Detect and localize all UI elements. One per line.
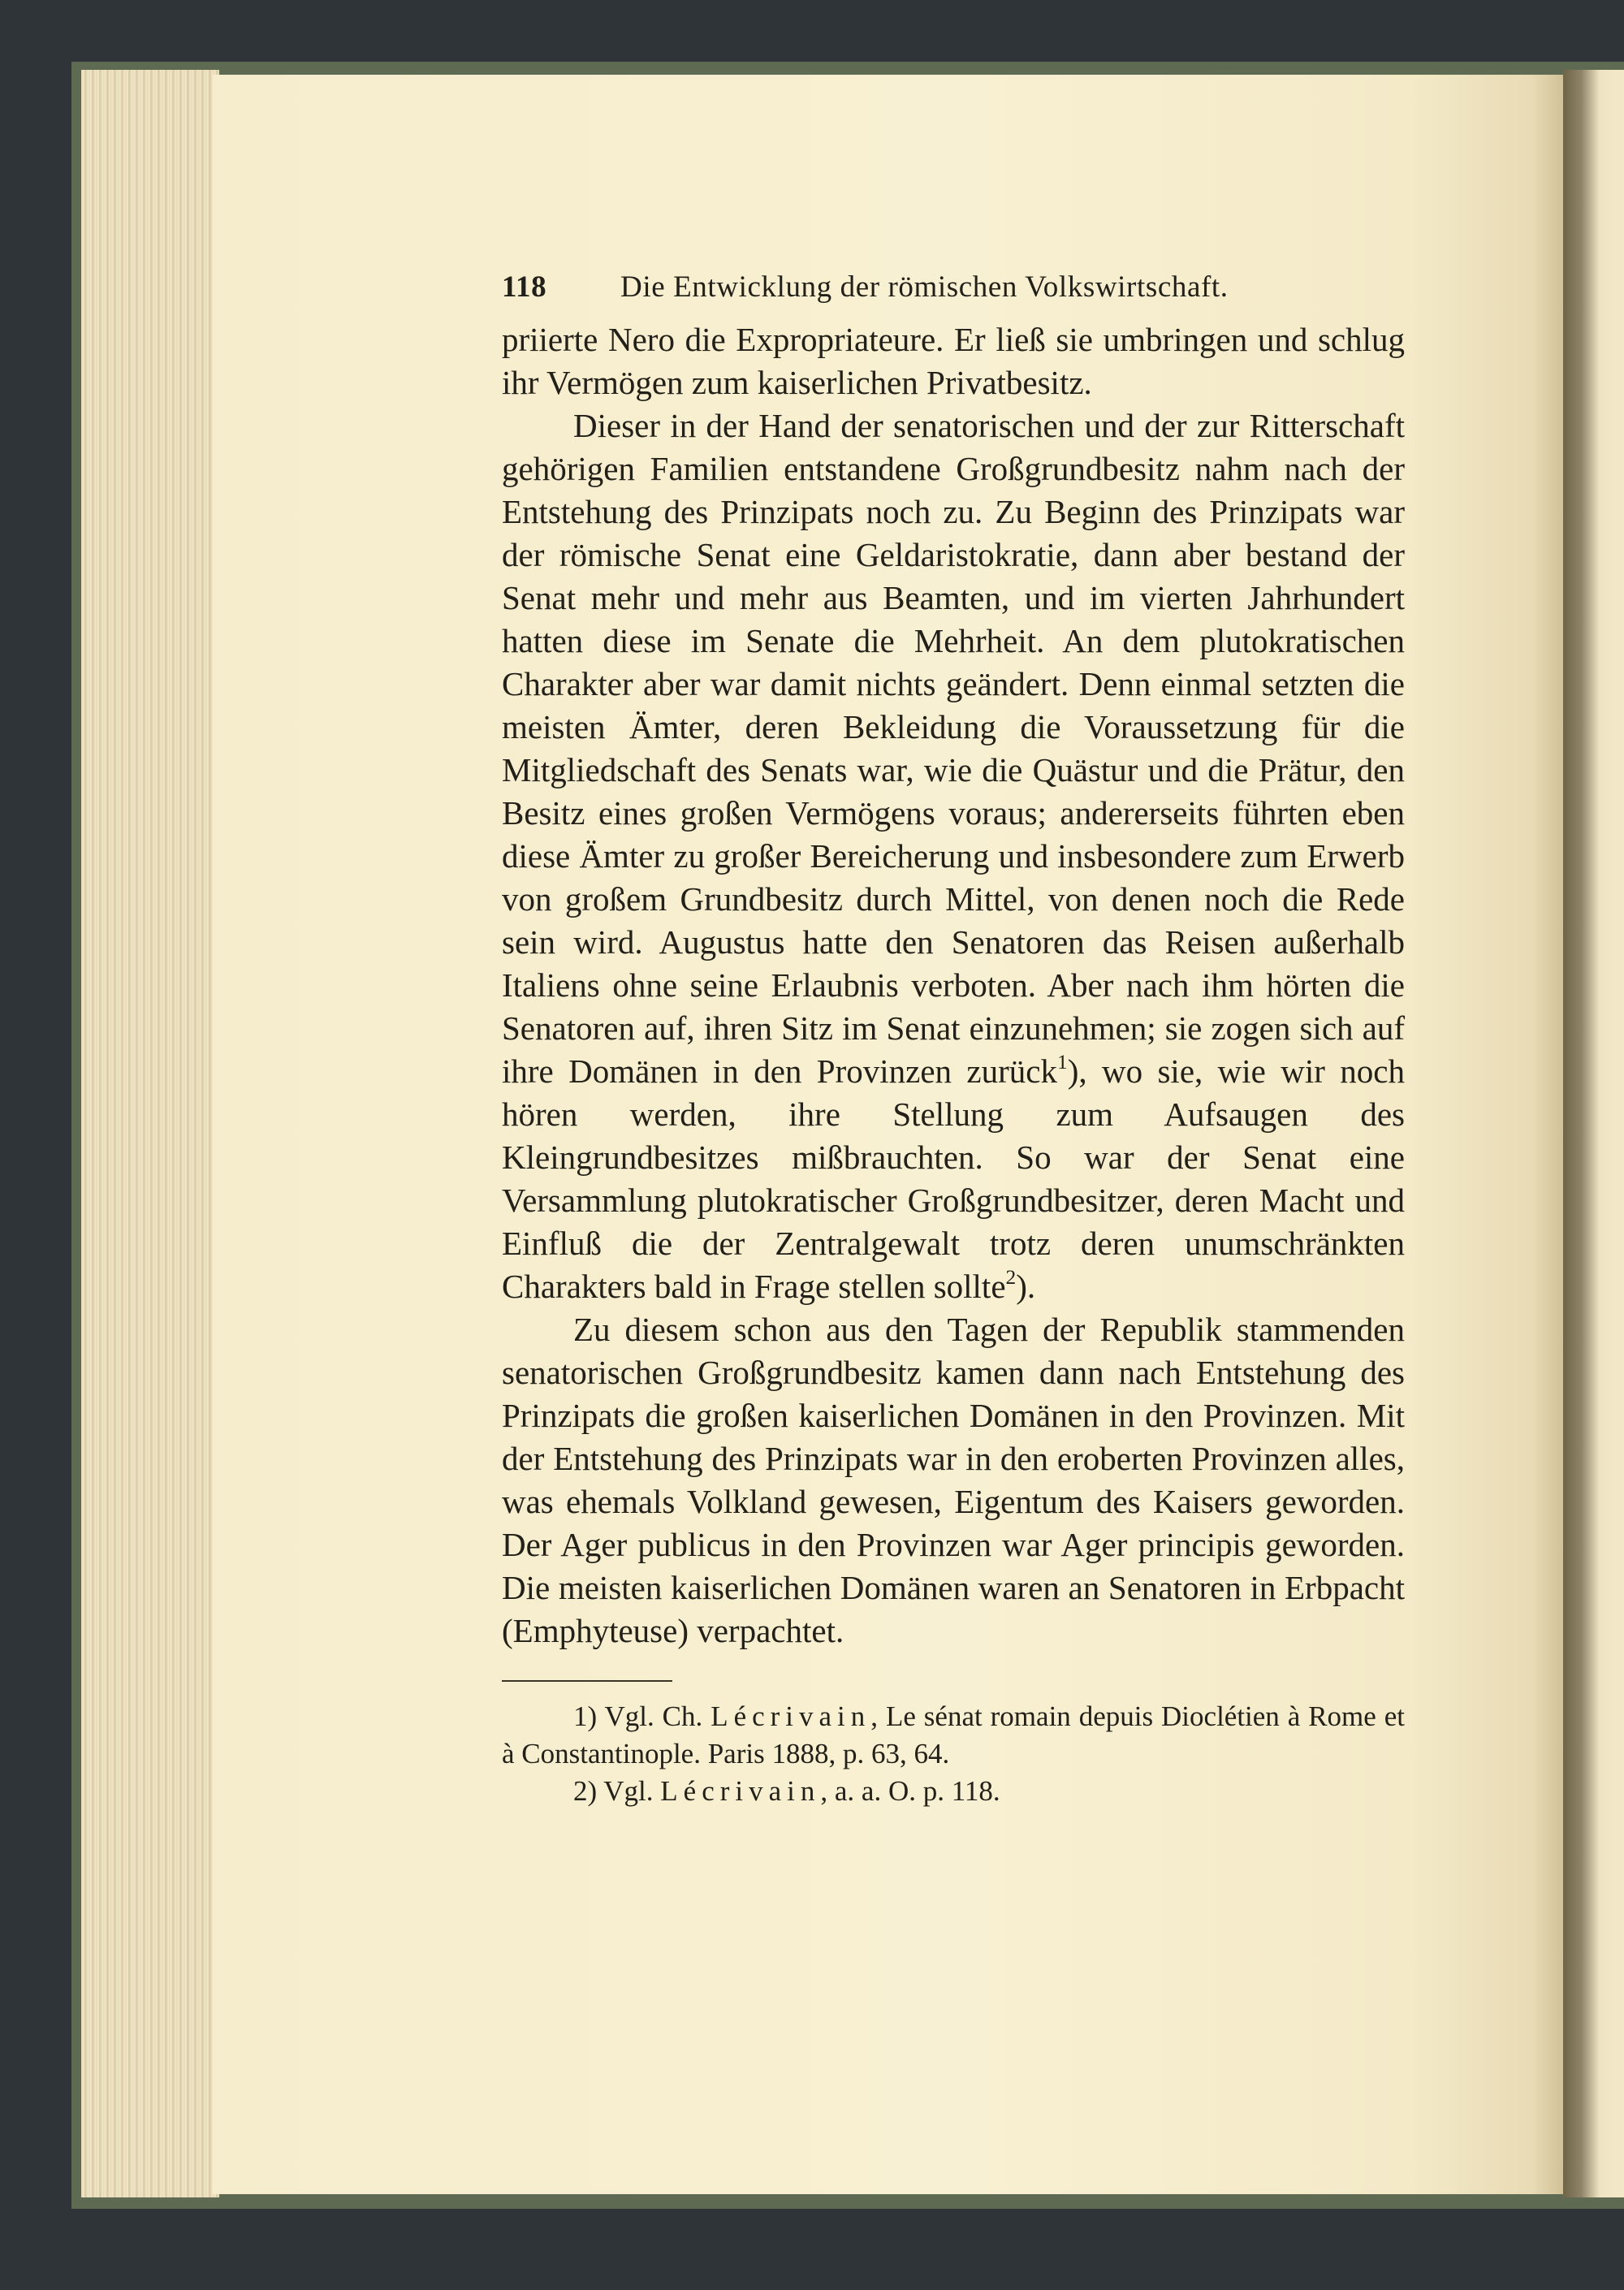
footnote-text: , Le sénat romain depuis Dioclétien à Rome et à Constantinople. Paris 1888, p. 63, 64. (502, 1700, 1405, 1769)
paragraph: Zu diesem schon aus den Tagen der Republik stammenden senatorischen Großgrundbesitz kamen dann nach Entstehung des Prinzipats die großen kaiserlichen Domänen in den Provinzen. Mit der Entstehung des Prinzipats war in den eroberten Provinzen alles, was ehemals Volkland gewesen, Eigentum des Kaisers geworden. Der Ager publicus in den Provinzen war Ager principis geworden. Die meisten kaiserlichen Domänen waren an Senatoren in Erbpacht (Emphyteuse) verpachtet. (502, 1311, 1405, 1649)
footnote-divider (502, 1680, 672, 1682)
footnote-marker: 2) (573, 1775, 598, 1807)
footnote-reference: 1 (1056, 1050, 1068, 1074)
footnote-prefix: Vgl. (603, 1775, 654, 1807)
footnote-marker: 1) (573, 1700, 598, 1732)
page-edges (81, 70, 219, 2197)
body-text (502, 318, 1405, 1653)
paragraph: priierte Nero die Expropriateure. Er ließ sie umbringen und schlug ihr Vermögen zum kaiserlichen Privatbesitz. (502, 321, 1405, 401)
paragraph (502, 404, 1405, 1308)
book-gutter (1563, 70, 1624, 2197)
running-title: Die Entwicklung der römischen Volkswirtschaft. (620, 270, 1229, 304)
footnote (502, 1773, 1405, 1810)
paragraph-text: ). (1016, 1268, 1036, 1305)
paragraph-text: Dieser in der Hand der senatorischen und der zur Ritterschaft gehörigen Familien entstandene Großgrundbesitz nahm nach der Entstehung des Prinzipats noch zu. Zu Beginn des Prinzipats war der römische Senat eine Geldaristokratie, dann aber bestand der Senat mehr und mehr aus Beamten, und im vierten Jahrhundert hatten diese im Senate die Mehrheit. An dem plutokratischen Charakter aber war damit nichts geändert. Denn einmal setzten die meisten Ämter, deren Bekleidung die Voraussetzung für die Mitgliedschaft des Senats war, wie die Quästur und die Prätur, den Besitz eines großen Vermögens voraus; andererseits führten eben diese Ämter zu großer Bereicherung und insbesondere zum Erwerb von großem Grundbesitz durch Mittel, von denen noch die Rede sein wird. Augustus hatte den Senatoren das Reisen außerhalb Italiens ohne seine Erlaubnis verboten. Aber nach ihm hörten die Senatoren auf, ihren Sitz im Senat einzunehmen; sie zogen sich auf ihre Domänen in den Provinzen zurück (502, 407, 1405, 1090)
footnote-prefix: Vgl. Ch. (604, 1700, 703, 1732)
running-head (502, 270, 1405, 318)
page-number: 118 (502, 270, 547, 304)
paragraph-text: ), wo sie, wie wir noch hören werden, ihre Stellung zum Aufsaugen des Kleingrundbesitzes mißbrauchten. So war der Senat eine Versammlung plutokratischer Großgrundbesitzer, deren Macht und Einfluß die der Zentralgewalt trotz deren unumschränkten Charakters bald in Frage stellen sollte (502, 1052, 1405, 1305)
footnotes (502, 1698, 1405, 1810)
footnote-reference: 2 (1005, 1265, 1017, 1289)
footnote (502, 1698, 1405, 1773)
footnote-text: , a. a. O. p. 118. (820, 1775, 1000, 1807)
footnote-author: Lécrivain (710, 1700, 871, 1732)
text-block (502, 270, 1405, 1810)
footnote-author: Lécrivain (660, 1775, 821, 1807)
